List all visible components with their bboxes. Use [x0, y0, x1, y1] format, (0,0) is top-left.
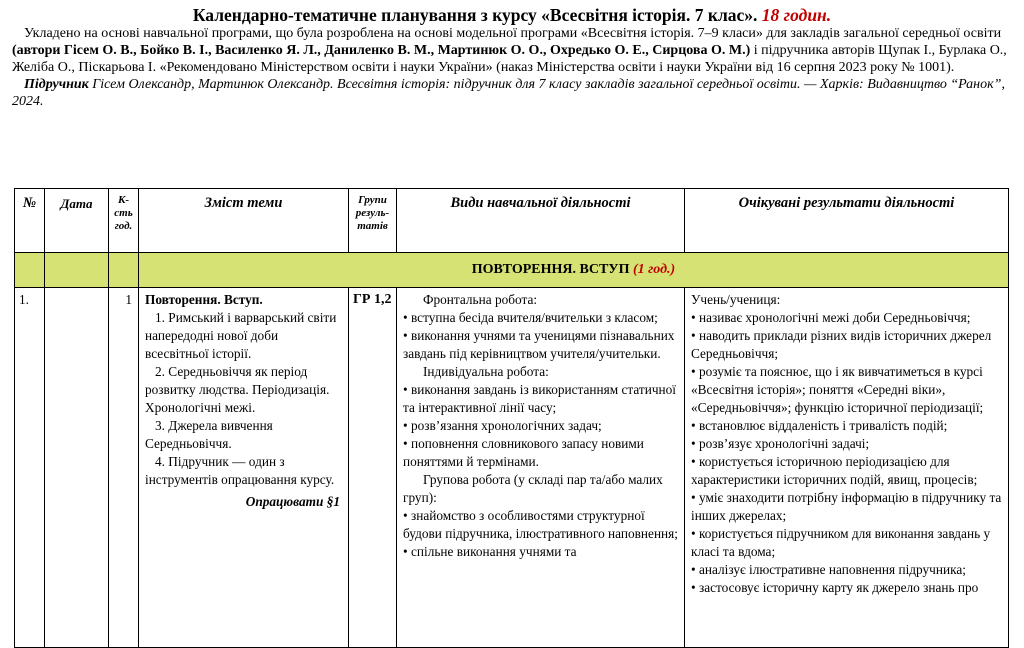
header-date: Дата	[45, 189, 109, 253]
activity-item: • виконання завдань із використанням статичної та інтерактивної лінії часу;	[403, 382, 677, 415]
textbook-label: Підручник	[24, 77, 89, 92]
intro-authors: (автори Гісем О. В., Бойко В. І., Василенко Я. Л., Даниленко В. М., Мартинюк О. О., Охредько О. Е., Сирцова О. М.)	[12, 43, 751, 58]
activity-heading: Індивідуальна робота:	[423, 364, 549, 379]
section-row	[15, 253, 1009, 288]
intro-paragraph	[12, 25, 1012, 76]
row-activities	[397, 288, 685, 648]
topic-items	[145, 309, 344, 489]
result-item: • користується підручником для виконання завдань у класі та вдома;	[691, 526, 991, 559]
activity-item: • знайомство з особливостями структурної будови підручника, ілюстративного наповнення;	[403, 508, 678, 541]
textbook-paragraph	[12, 76, 1012, 110]
topic-item: 1. Римський і варварський світи напередодні нової доби всесвітньої історії.	[145, 310, 337, 361]
header-groups: Групи резуль-татів	[349, 189, 397, 253]
row-hours: 1	[109, 288, 139, 648]
topic-item: 2. Середньовіччя як період розвитку людства. Періодизація. Хронологічні межі.	[145, 364, 330, 415]
activity-item: • вступна бесіда вчителя/вчительки з класом;	[403, 310, 658, 325]
header-topic: Зміст теми	[139, 189, 349, 253]
topic-item: 4. Підручник — один з інструментів опрацювання курсу.	[145, 454, 335, 487]
activity-heading: Групова робота (у складі пар та/або малих груп):	[403, 472, 663, 505]
topic-title: Повторення. Вступ.	[145, 292, 263, 307]
topic-task: Опрацювати §1	[245, 494, 340, 509]
activity-heading: Фронтальна робота:	[423, 292, 538, 307]
section-hours: (1 год.)	[632, 262, 676, 277]
row-groups: ГР 1,2	[349, 288, 397, 648]
title-main: Календарно-тематичне планування з курсу «Всесвітня історія. 7 клас».	[192, 5, 758, 25]
result-item: • аналізує ілюстративне наповнення підручника;	[691, 562, 966, 577]
row-results	[685, 288, 1009, 648]
document-title	[0, 5, 1024, 25]
title-hours: 18 годин.	[761, 5, 832, 25]
header-activities: Види навчальної діяльності	[397, 189, 685, 253]
header-num: №	[15, 189, 45, 253]
header-row	[15, 189, 1009, 253]
result-item: • називає хронологічні межі доби Середньовіччя;	[691, 310, 971, 325]
planning-table	[14, 188, 1009, 648]
result-item: • користується історичною періодизацією для характеристики історичних подій, явищ, процесів;	[691, 454, 978, 487]
intro-text-2: і підручника авторів Щупак І., Бурлака О., Желіба О., Піскарьова І. «Рекомендовано Міністерством освіти і науки України» (наказ Міністерства освіти і науки України від 16 серпня 2023 року № 1001).	[12, 43, 1007, 75]
row-date	[45, 288, 109, 648]
header-hours: К-сть год.	[109, 189, 139, 253]
textbook-text: Гісем Олександр, Мартинюк Олександр. Всесвітня історія: підручник для 7 класу закладів загальної середньої освіти. — Харків: Видавництво “Ранок”, 2024.	[12, 77, 1005, 109]
result-item: Учень/учениця:	[691, 292, 781, 307]
activity-item: • спільне виконання учнями та	[403, 544, 577, 559]
activity-item: • виконання учнями та ученицями пізнавальних завдань під керівництвом учителя/учительки.	[403, 328, 675, 361]
result-item: • встановлює віддаленість і тривалість подій;	[691, 418, 948, 433]
table-row	[15, 288, 1009, 648]
section-title-text: ПОВТОРЕННЯ. ВСТУП	[471, 262, 630, 277]
result-item: • застосовує історичну карту як джерело знань про	[691, 580, 979, 595]
result-item: • уміє знаходити потрібну інформацію в підручнику та інших джерелах;	[691, 490, 1002, 523]
result-item: • розв’язує хронологічні задачі;	[691, 436, 870, 451]
activity-item: • поповнення словникового запасу новими поняттями й термінами.	[403, 436, 644, 469]
row-num: 1.	[15, 288, 45, 648]
topic-item: 3. Джерела вивчення Середньовіччя.	[145, 418, 273, 451]
row-topic	[139, 288, 349, 648]
activity-item: • розв’язання хронологічних задач;	[403, 418, 602, 433]
header-results: Очікувані результати діяльності	[685, 189, 1009, 253]
result-item: • розуміє та пояснює, що і як вивчатиметься в курсі «Всесвітня історія»; поняття «Середні віки», «Середньовіччя»; функцію історичної періодизації;	[691, 364, 984, 415]
intro-block	[12, 25, 1012, 110]
result-item: • наводить приклади різних видів історичних джерел Середньовіччя;	[691, 328, 992, 361]
intro-text-1: Укладено на основі навчальної програми, що була розроблена на основі модельної програми «Всесвітня історія. 7–9 класи» для закладів загальної середньої освіти	[24, 26, 1002, 41]
section-title	[139, 253, 1009, 288]
